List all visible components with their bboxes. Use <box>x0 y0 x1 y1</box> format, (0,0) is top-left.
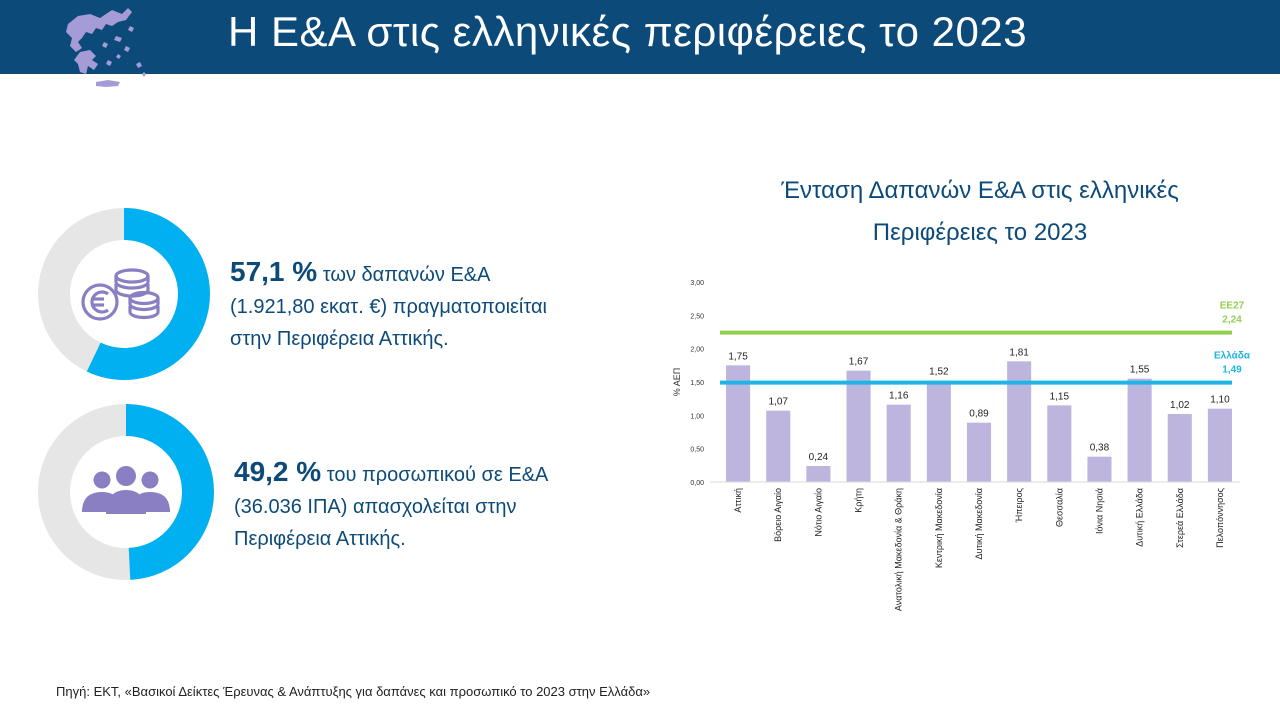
bar <box>887 405 911 482</box>
bar-value-label: 1,02 <box>1170 400 1190 411</box>
stat-personnel-line1: του προσωπικού σε Ε&Α <box>321 464 549 486</box>
donut-chart-personnel <box>36 404 214 580</box>
y-tick-label: 0,50 <box>690 446 704 454</box>
x-tick-label: Ανατολική Μακεδονία & Θράκη <box>893 488 904 612</box>
bar-value-label: 1,81 <box>1009 347 1029 359</box>
euro-coins-icon <box>83 270 158 319</box>
y-tick-label: 0,00 <box>690 480 704 487</box>
y-axis-label: % ΑΕΠ <box>672 367 682 397</box>
x-tick-label: Δυτική Ελλάδα <box>1134 488 1145 547</box>
stat-spending <box>230 256 547 355</box>
bar-value-label: 0,24 <box>808 452 829 463</box>
chart-title <box>700 170 1260 254</box>
chart-title-line2: Περιφέρειες το 2023 <box>872 219 1088 246</box>
bar <box>927 381 951 482</box>
bar <box>1128 379 1152 482</box>
donut-chart-spending <box>36 208 212 380</box>
x-tick-label: Κεντρική Μακεδονία <box>933 488 944 569</box>
bar-value-label: 0,38 <box>1089 442 1110 454</box>
stat-personnel-highlight: 49,2 % <box>234 456 322 487</box>
people-group-icon <box>82 466 170 514</box>
bar <box>846 371 870 482</box>
page-title: Η Ε&Α στις ελληνικές περιφέρειες το 2023 <box>228 8 1028 55</box>
bar-value-label: 1,10 <box>1210 394 1230 406</box>
x-tick-label: Δυτική Μακεδονία <box>974 488 984 560</box>
x-tick-label: Ιόνια Νησιά <box>1094 488 1105 534</box>
stat-spending-line1: των δαπανών Ε&Α <box>317 264 491 286</box>
bar <box>806 466 830 482</box>
y-tick-label: 3,00 <box>690 280 704 287</box>
stat-personnel-line2: (36.036 ΙΠΑ) απασχολείται στην <box>234 496 517 518</box>
bar-value-label: 1,55 <box>1129 364 1150 376</box>
stat-personnel <box>234 456 548 555</box>
bar-value-label: 0,89 <box>969 408 989 420</box>
bar <box>1047 405 1071 482</box>
bar-value-label: 1,75 <box>728 351 748 363</box>
y-tick-label: 1,00 <box>690 413 704 421</box>
reference-line-value-greece: 1,49 <box>1222 364 1242 376</box>
x-tick-label: Κρήτη <box>853 488 864 513</box>
bar-chart <box>660 270 1260 630</box>
bar <box>967 423 991 482</box>
x-tick-label: Θεσσαλία <box>1054 488 1065 528</box>
bar <box>1007 361 1031 482</box>
y-tick-label: 2,00 <box>690 346 704 354</box>
bar <box>766 411 790 482</box>
x-tick-label: Στερεά Ελλάδα <box>1174 488 1185 548</box>
reference-line-value-eu27: 2,24 <box>1222 314 1242 326</box>
x-tick-label: Ήπειρος <box>1014 488 1025 523</box>
bar <box>1087 457 1111 482</box>
reference-line-name-eu27: ΕΕ27 <box>1219 300 1245 312</box>
stat-spending-highlight: 57,1 % <box>230 256 318 287</box>
x-tick-label: Αττική <box>733 488 744 513</box>
reference-line-name-greece: Ελλάδα <box>1213 350 1251 362</box>
bar-value-label: 1,16 <box>888 390 909 402</box>
bar-value-label: 1,67 <box>848 356 869 368</box>
bar-value-label: 1,15 <box>1049 391 1070 403</box>
greece-map-icon <box>56 2 156 92</box>
stat-spending-line3: στην Περιφέρεια Αττικής. <box>230 328 449 350</box>
bar <box>1168 414 1192 482</box>
x-tick-label: Πελοπόννησος <box>1214 488 1225 548</box>
x-tick-label: Νότιο Αιγαίο <box>813 488 824 537</box>
y-tick-label: 1,50 <box>690 380 704 387</box>
stat-spending-line2: (1.921,80 εκατ. €) πραγματοποιείται <box>230 296 548 318</box>
bar-value-label: 1,52 <box>929 366 949 378</box>
header-bar <box>0 0 1280 74</box>
source-note: Πηγή: ΕΚΤ, «Βασικοί Δείκτες Έρευνας & Ανάπτυξης για δαπάνες και προσωπικό το 2023 στην Ελλάδα» <box>56 684 651 699</box>
y-tick-label: 2,50 <box>690 313 704 321</box>
bar <box>1208 409 1232 482</box>
chart-title-line1: Ένταση Δαπανών Ε&Α στις ελληνικές <box>781 177 1179 204</box>
x-tick-label: Βόρειο Αιγαίο <box>773 488 784 542</box>
stat-personnel-line3: Περιφέρεια Αττικής. <box>234 528 406 550</box>
bar-value-label: 1,07 <box>768 396 788 408</box>
